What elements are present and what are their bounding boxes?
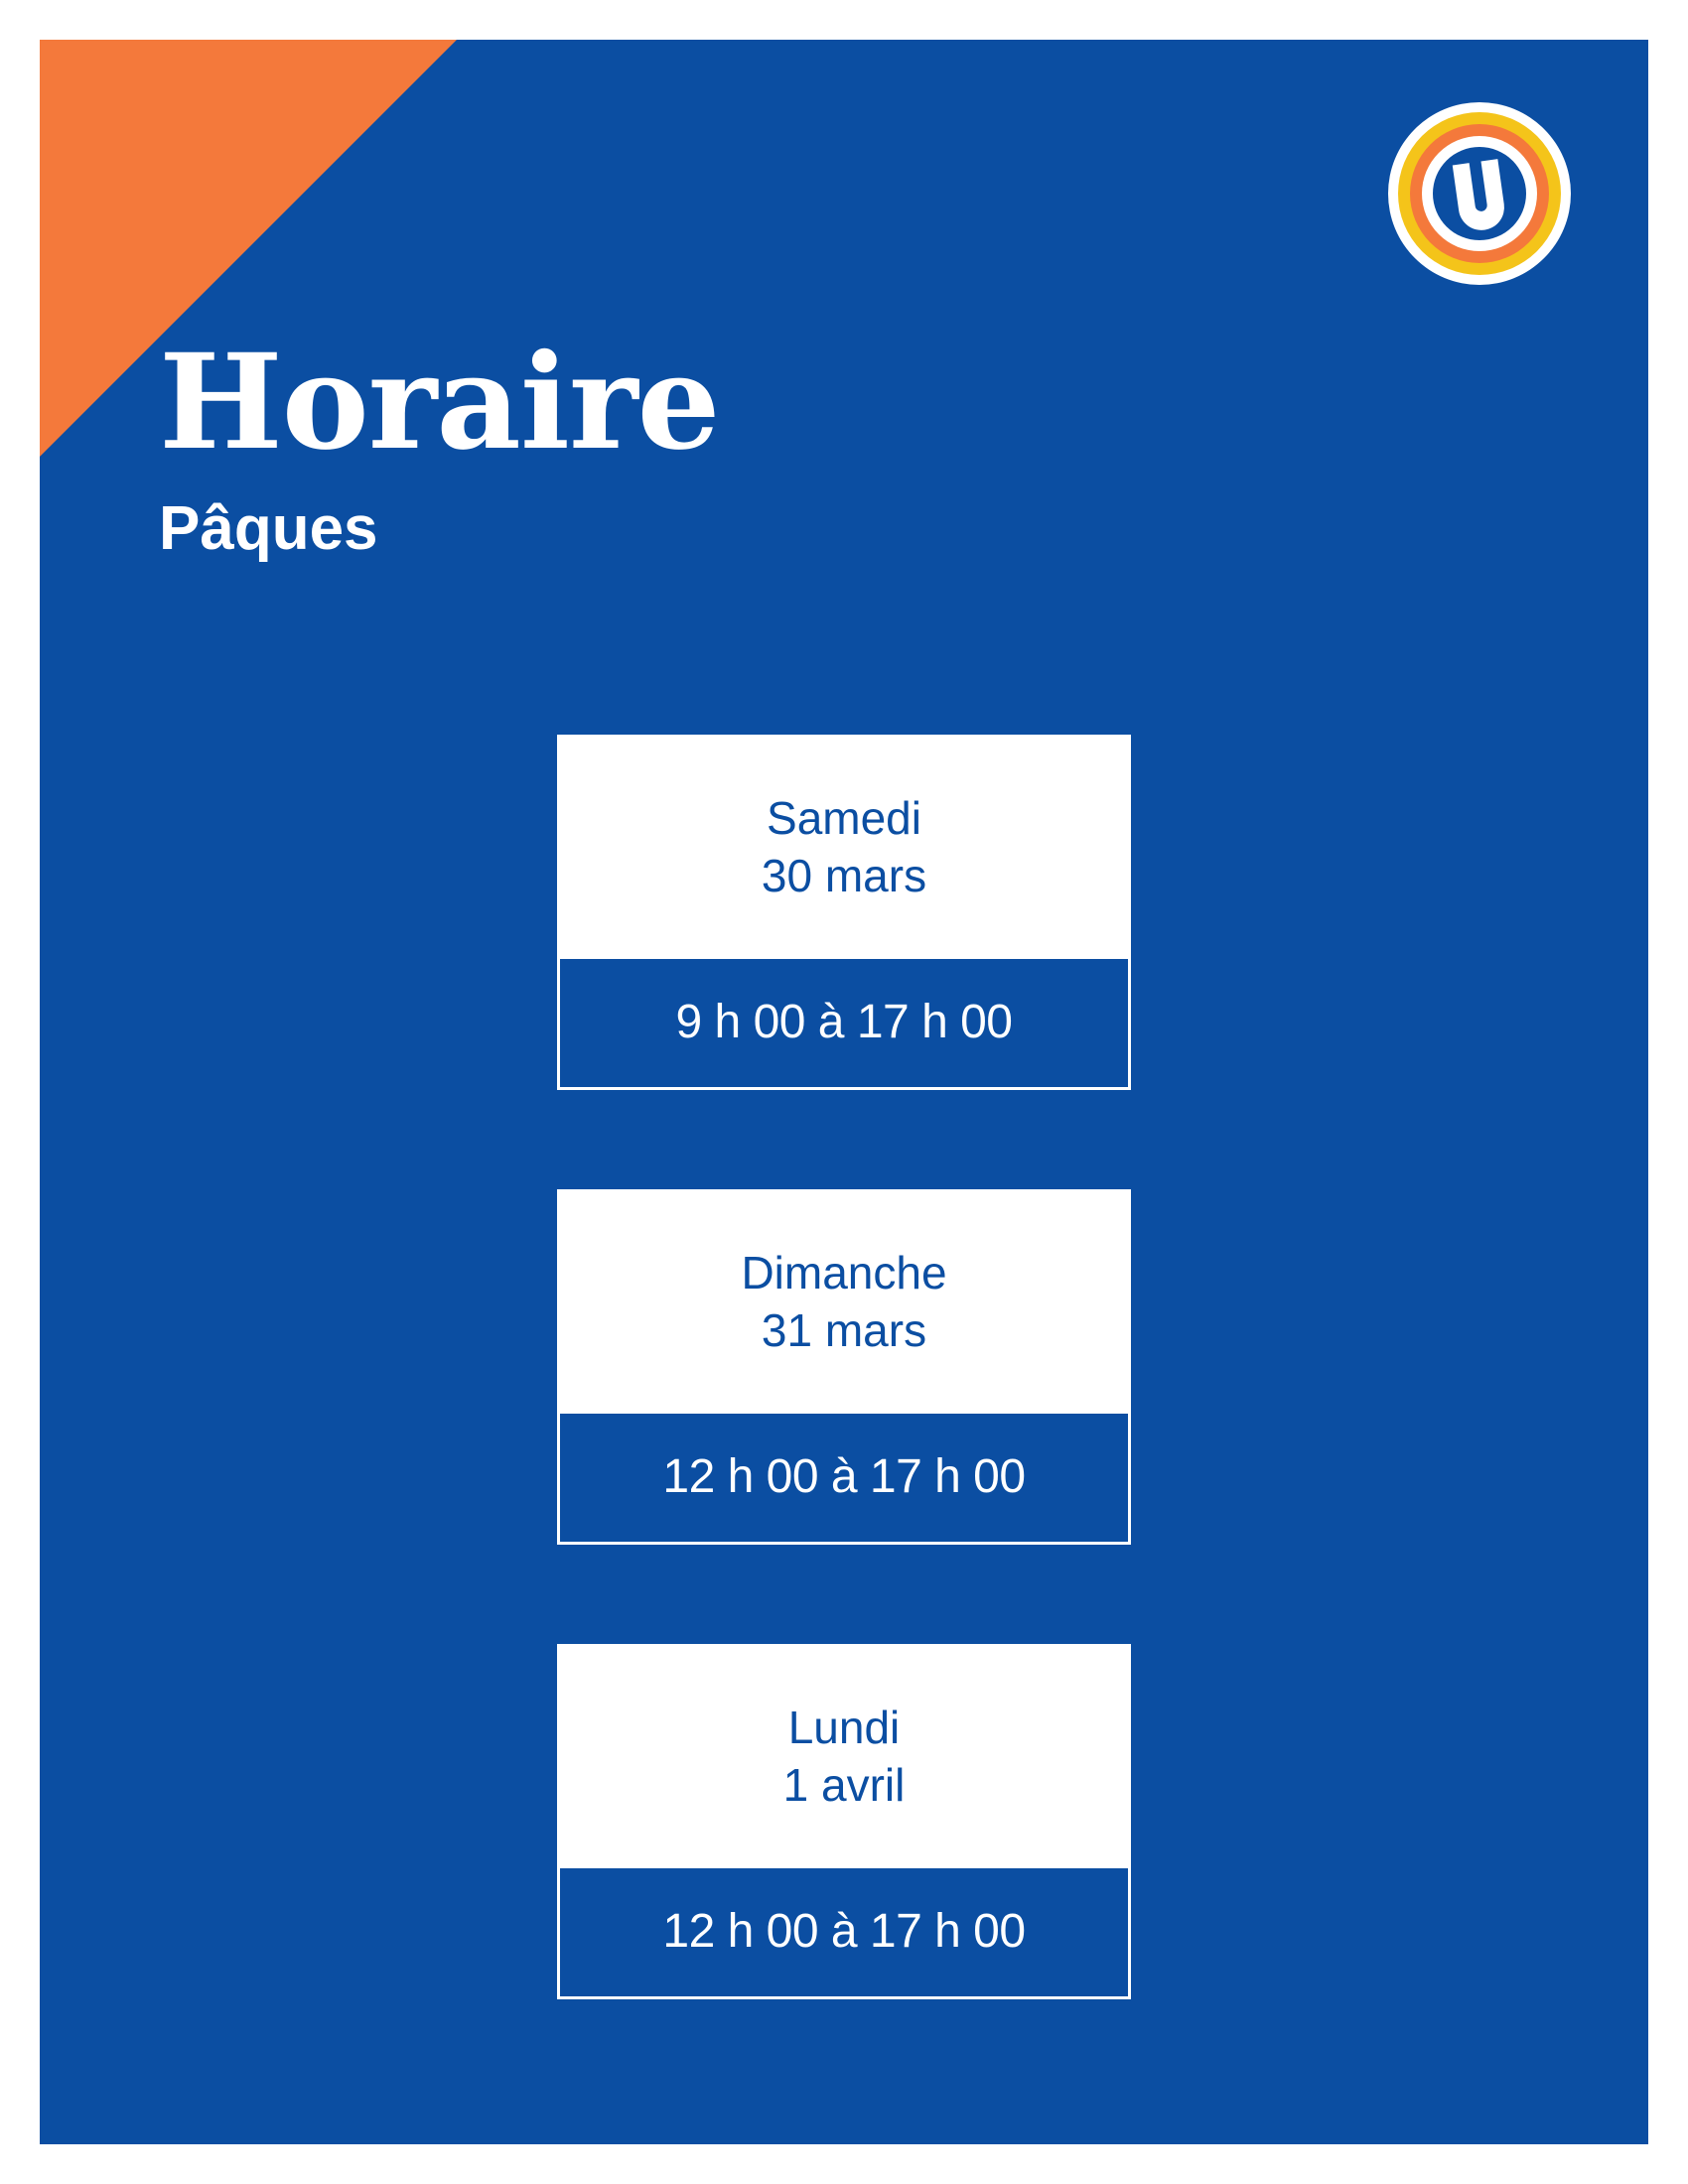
schedule-card: [557, 1189, 1131, 1545]
schedule-day-name: Lundi: [787, 1702, 901, 1753]
schedule-list: [40, 735, 1648, 1999]
schedule-card-day-block: [557, 1189, 1131, 1411]
schedule-card: [557, 1644, 1131, 1999]
schedule-day-date: 30 mars: [761, 849, 927, 901]
schedule-day-hours: 12 h 00 à 17 h 00: [557, 1865, 1131, 1999]
schedule-card: [557, 735, 1131, 1090]
schedule-day-hours: 12 h 00 à 17 h 00: [557, 1411, 1131, 1545]
page-title: Horaire: [159, 326, 720, 479]
u-logo: [1385, 99, 1574, 288]
poster: [40, 40, 1648, 2144]
page-subtitle: Pâques: [159, 494, 378, 563]
schedule-card-day-block: [557, 1644, 1131, 1865]
schedule-day-date: 31 mars: [761, 1303, 927, 1356]
schedule-day-date: 1 avril: [782, 1758, 906, 1811]
schedule-card-day-block: [557, 735, 1131, 956]
poster-header: [159, 326, 1152, 563]
schedule-day-hours: 9 h 00 à 17 h 00: [557, 956, 1131, 1090]
schedule-day-name: Dimanche: [741, 1247, 947, 1298]
schedule-day-name: Samedi: [767, 792, 921, 844]
